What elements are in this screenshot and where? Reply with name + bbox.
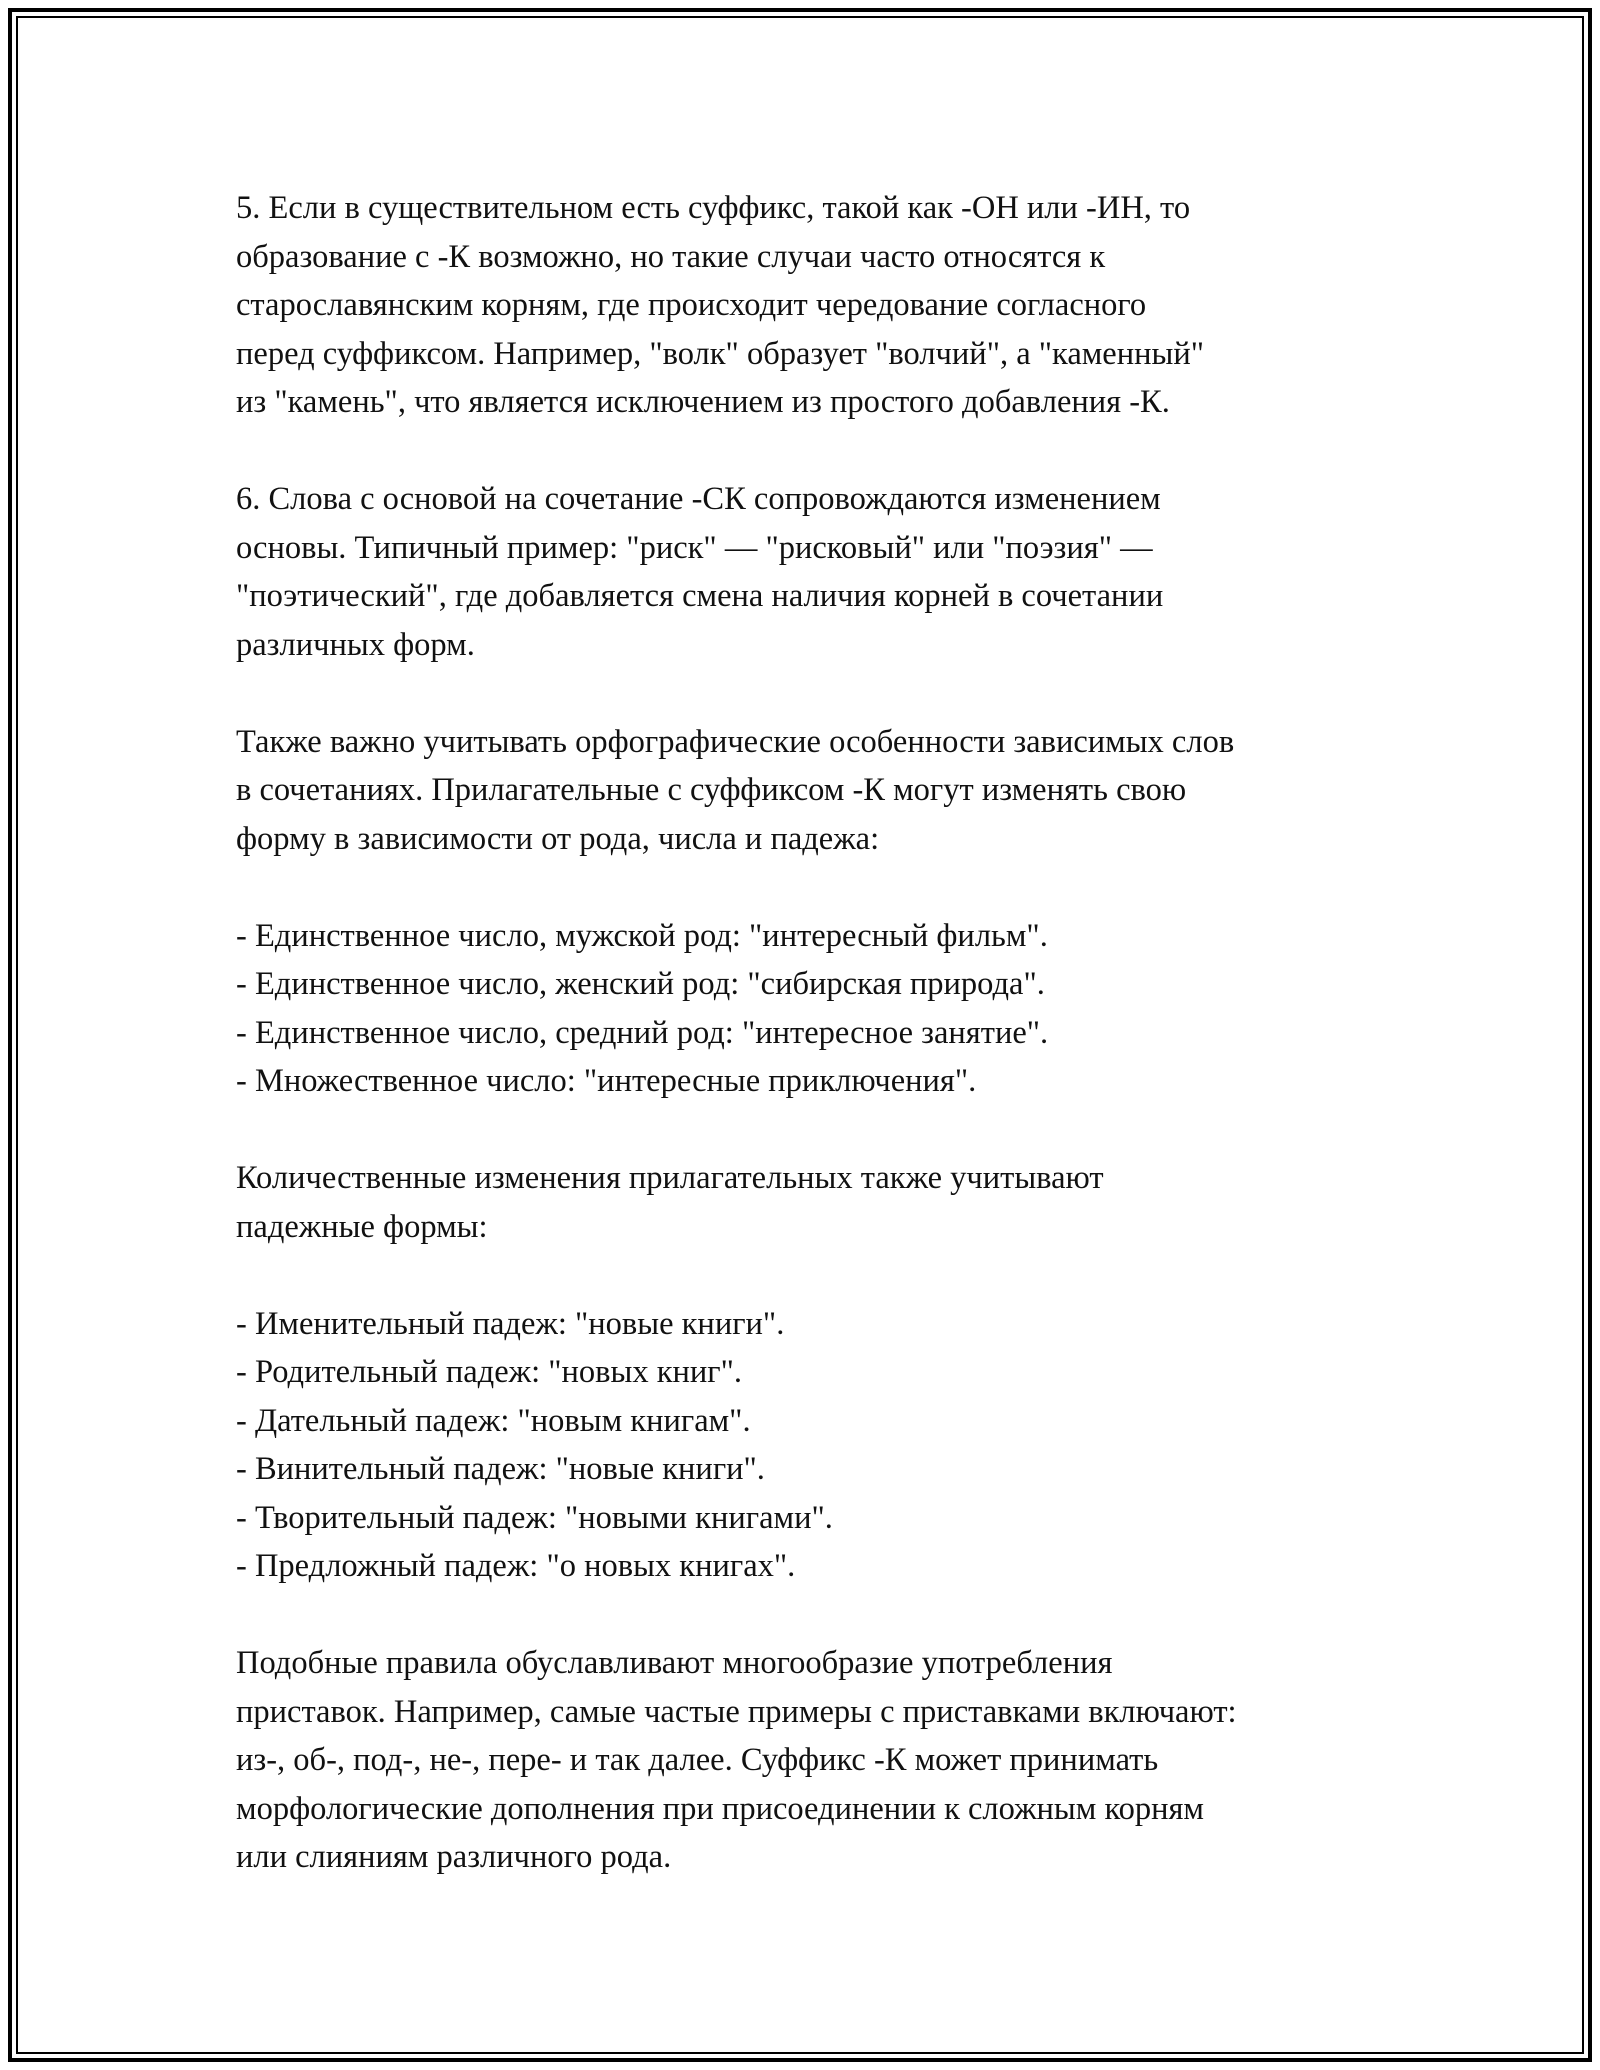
text-line: старославянским корням, где происходит чередование согласного: [236, 287, 1147, 323]
list-item: - Предложный падеж: "о новых книгах".: [236, 1548, 796, 1584]
text-line: основы. Типичный пример: "риск" — "рисковый" или "поэзия" —: [236, 529, 1153, 566]
text-line: перед суффиксом. Например, "волк" образует "волчий", а "каменный": [236, 335, 1205, 372]
document-body: [236, 184, 1396, 1930]
text-line: падежные формы:: [236, 1208, 488, 1245]
text-line: различных форм.: [236, 626, 475, 663]
list-item: - Винительный падеж: "новые книги".: [236, 1451, 765, 1487]
paragraph-prefixes: [236, 1639, 1396, 1882]
text-line: образование с -К возможно, но такие случаи часто относятся к: [236, 238, 1106, 275]
text-line: морфологические дополнения при присоединении к сложным корням: [236, 1790, 1205, 1827]
list-item: - Именительный падеж: "новые книги".: [236, 1305, 785, 1342]
case-list: [236, 1300, 1396, 1591]
paragraph-case-forms: [236, 1154, 1396, 1251]
text-line: "поэтический", где добавляется смена наличия корней в сочетании: [236, 578, 1164, 614]
text-line: Подобные правила обуславливают многообразие употребления: [236, 1645, 1113, 1681]
text-line: форму в зависимости от рода, числа и падежа:: [236, 820, 880, 857]
list-item: - Единственное число, мужской род: "интересный фильм".: [236, 917, 1048, 954]
text-line: приставок. Например, самые частые примеры с приставками включают:: [236, 1693, 1237, 1730]
gender-number-list: [236, 912, 1396, 1106]
list-item: - Дательный падеж: "новым книгам".: [236, 1402, 751, 1439]
list-item: - Единственное число, средний род: "интересное занятие".: [236, 1014, 1049, 1051]
list-item: - Множественное число: "интересные приключения".: [236, 1063, 977, 1099]
list-item: - Родительный падеж: "новых книг".: [236, 1354, 743, 1390]
text-line: или слияниям различного рода.: [236, 1839, 672, 1875]
text-line: Количественные изменения прилагательных также учитывают: [236, 1160, 1104, 1196]
text-line: 6. Слова с основой на сочетание -СК сопровождаются изменением: [236, 481, 1161, 517]
text-line: из "камень", что является исключением из простого добавления -К.: [236, 384, 1170, 420]
text-line: 5. Если в существительном есть суффикс, такой как -ОН или -ИН, то: [236, 190, 1191, 226]
text-line: в сочетаниях. Прилагательные с суффиксом -К могут изменять свою: [236, 772, 1187, 808]
text-line: из-, об-, под-, не-, пере- и так далее. Суффикс -К может принимать: [236, 1742, 1159, 1778]
list-item: - Единственное число, женский род: "сибирская природа".: [236, 966, 1045, 1002]
paragraph-sk-combination: [236, 475, 1396, 669]
text-line: Также важно учитывать орфографические особенности зависимых слов: [236, 723, 1235, 760]
paragraph-orthography: [236, 718, 1396, 864]
list-item: - Творительный падеж: "новыми книгами".: [236, 1499, 833, 1536]
paragraph-suffix-on-in: [236, 184, 1396, 427]
